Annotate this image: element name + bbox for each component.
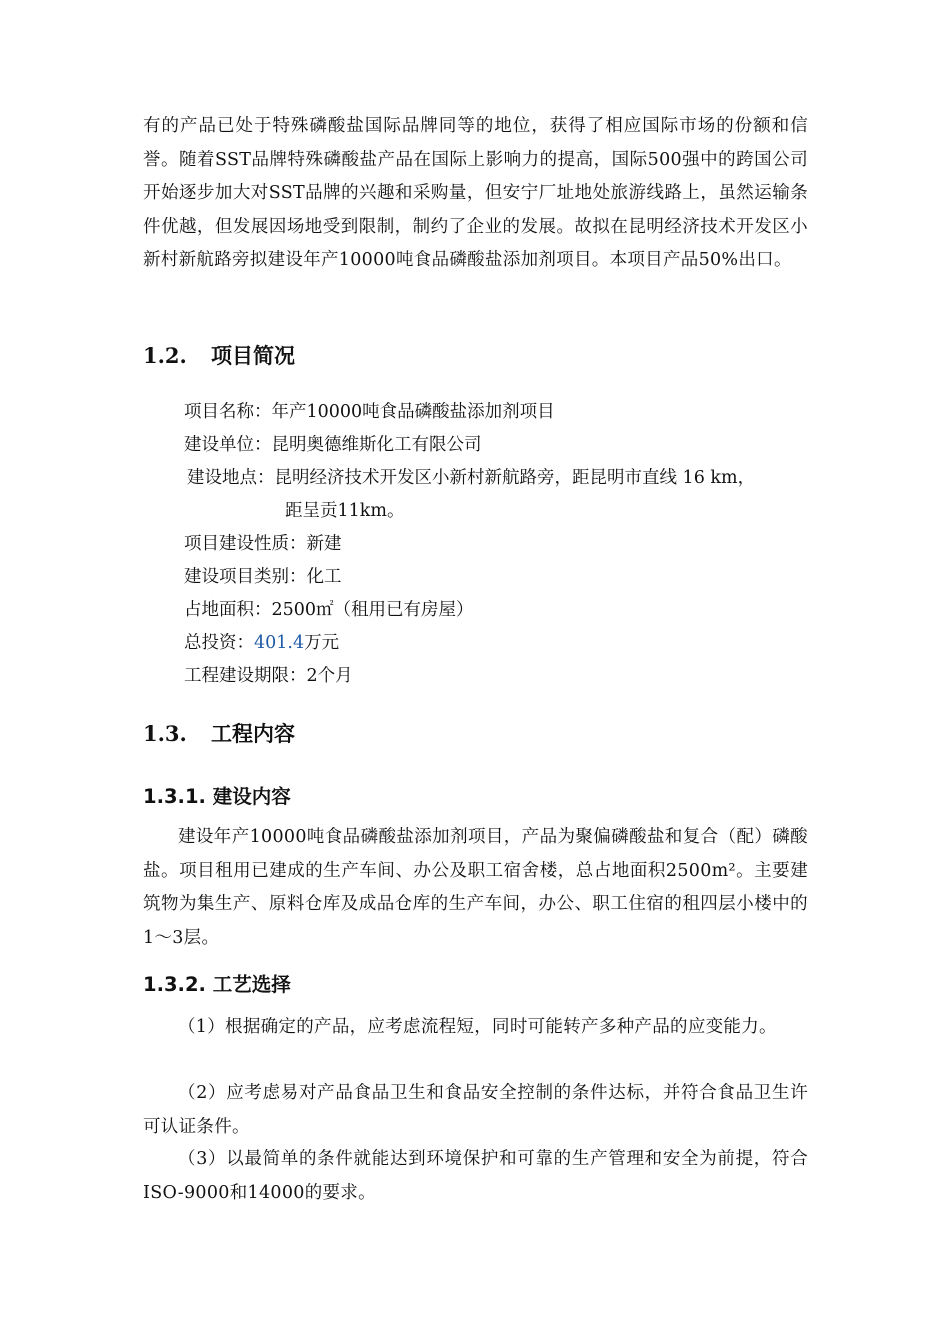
floor-area-line: 占地面积：2500㎡（租用已有房屋）: [184, 600, 474, 620]
construction-site-line: 建设地点：昆明经济技术开发区小新村新航路旁，距昆明市直线 16 km，: [187, 468, 756, 488]
investment-value: 401.4: [254, 633, 305, 653]
process-item-3: （3）以最简单的条件就能达到环境保护和可靠的生产管理和安全为前提，符合ISO-9000和14000的要求。: [143, 1149, 808, 1203]
construction-site-line-cont: 距呈贡11km。: [285, 501, 405, 521]
section-title: 项目简况: [211, 343, 295, 368]
intro-paragraph: 有的产品已处于特殊磷酸盐国际品牌同等的地位，获得了相应国际市场的份额和信誉。随着SST品牌特殊磷酸盐产品在国际上影响力的提高，国际500强中的跨国公司开始逐步加大对SST品牌的兴趣和采购量，但安宁厂址地处旅游线路上，虽然运输条件优越，但发展因场地受到限制，制约了企业的发展。故拟在昆明经济技术开发区小新村新航路旁拟建设年产10000吨食品磷酸盐添加剂项目。本项目产品50%出口。: [143, 116, 808, 270]
investment-unit: 万元: [304, 633, 340, 653]
construction-content-paragraph: 建设年产10000吨食品磷酸盐添加剂项目，产品为聚偏磷酸盐和复合（配）磷酸盐。项目租用已建成的生产车间、办公及职工宿舍楼，总占地面积2500m²。主要建筑物为集生产、原料仓库及成品仓库的生产车间，办公、职工住宿的租四层小楼中的1～3层。: [143, 827, 808, 948]
section-heading-1-2: [143, 340, 295, 370]
total-investment-line: [184, 627, 339, 660]
project-name-line: 项目名称：年产10000吨食品磷酸盐添加剂项目: [184, 402, 555, 422]
section-number: 1.2.: [143, 343, 187, 368]
subsection-heading-1-3-1: 1.3.1. 建设内容: [143, 785, 291, 808]
process-item-2: （2）应考虑易对产品食品卫生和食品安全控制的条件达标，并符合食品卫生许可认证条件。: [143, 1083, 808, 1137]
section-heading-1-3: [143, 718, 295, 748]
section-title: 工程内容: [211, 721, 295, 746]
investment-label: 总投资：: [184, 633, 254, 653]
construction-unit-line: 建设单位：昆明奥德维斯化工有限公司: [184, 435, 482, 455]
subsection-heading-1-3-2: 1.3.2. 工艺选择: [143, 973, 291, 996]
construction-period-line: 工程建设期限：2个月: [184, 666, 353, 686]
section-number: 1.3.: [143, 721, 187, 746]
process-item-1: （1）根据确定的产品，应考虑流程短，同时可能转产多种产品的应变能力。: [178, 1017, 777, 1037]
project-nature-line: 项目建设性质：新建: [184, 534, 342, 554]
project-category-line: 建设项目类别：化工: [184, 567, 342, 587]
